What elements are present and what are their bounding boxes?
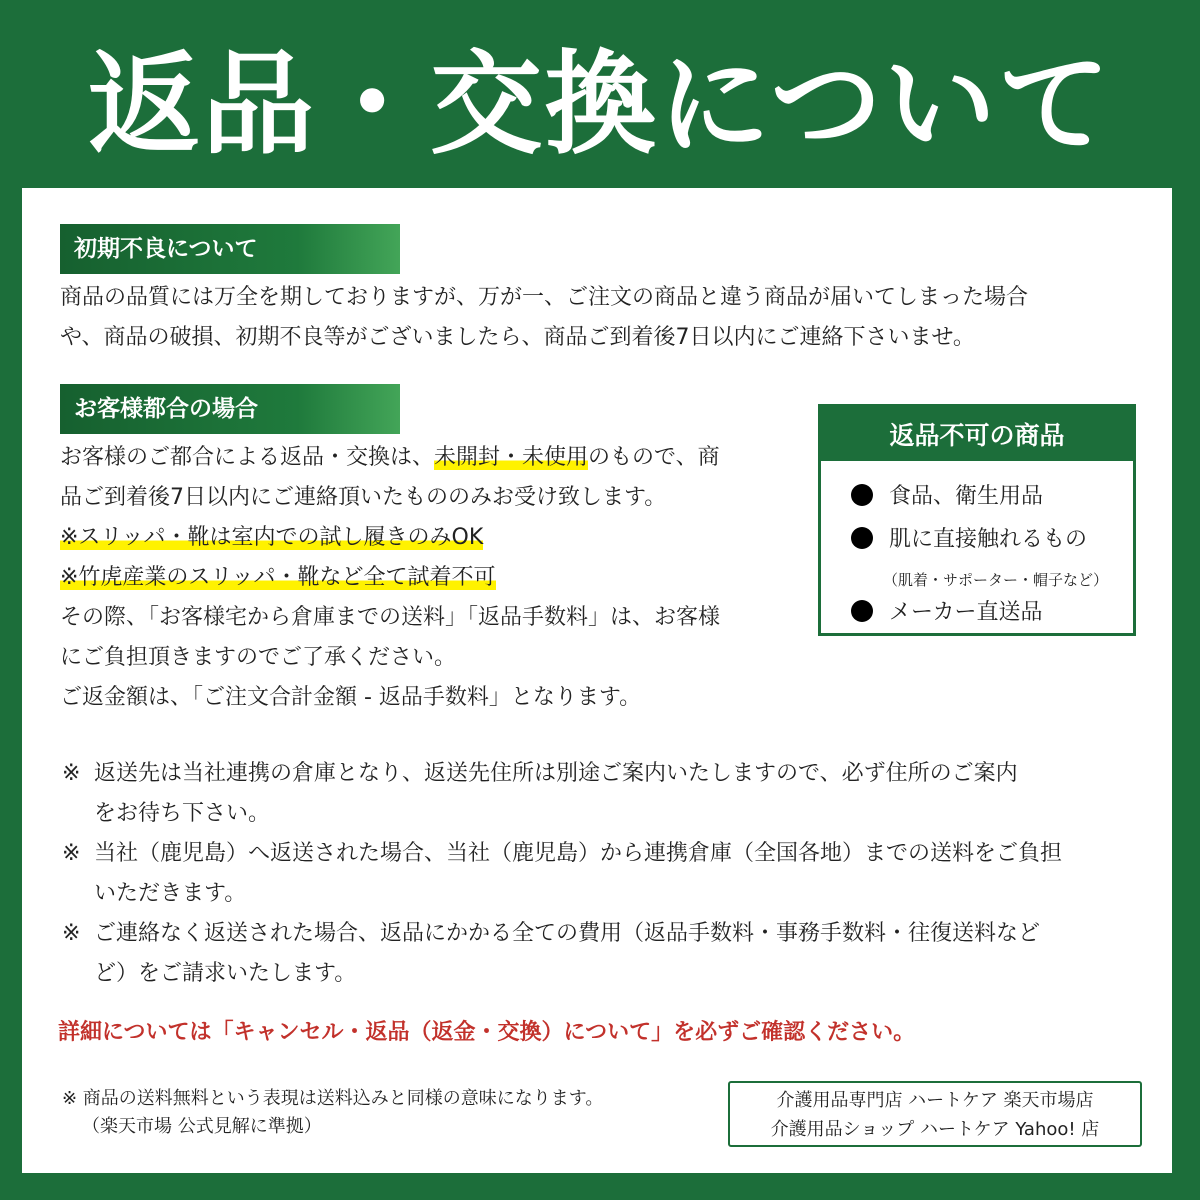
customer-reason-line-1-a: お客様のご都合による返品・交換は、 [60, 445, 435, 470]
page-title: 返品・交換について [88, 39, 1112, 170]
unopened-unused-highlight: 未開封・未使用 [434, 445, 589, 470]
note-2-text: 当社（鹿児島）へ返送された場合、当社（鹿児島）から連携倉庫（全国各地）までの送料をご負担 [94, 841, 1063, 866]
customer-reason-line-1-b: のもので、商 [588, 445, 720, 470]
customer-reason-line-4: にご負担頂きますのでご了承ください。 [60, 645, 457, 670]
shipping-footnote-line-2: （楽天市場 公式見解に準拠） [82, 1116, 322, 1137]
note-3 [62, 914, 1040, 954]
note-1-cont: をお待ち下さい。 [94, 801, 271, 826]
slipper-note-2-text: ※竹虎産業のスリッパ・靴など全て試着不可 [60, 565, 496, 590]
non-returnable-item [851, 522, 1087, 553]
note-2-cont: いただきます。 [94, 881, 247, 906]
content-panel [22, 188, 1172, 1173]
non-returnable-item-label: 食品、衛生用品 [889, 484, 1044, 509]
shipping-footnote [62, 1085, 603, 1141]
note-mark: ※ [62, 841, 81, 866]
bullet-icon [851, 527, 873, 549]
note-mark: ※ [62, 921, 81, 946]
note-3-cont: ど）をご請求いたします。 [94, 961, 357, 986]
initial-defect-line-2: や、商品の破損、初期不良等がございましたら、商品ご到着後7日以内にご連絡下さいませ。 [60, 325, 975, 350]
slipper-note-2 [60, 558, 496, 598]
non-returnable-item-label: 肌に直接触れるもの [889, 527, 1088, 552]
note-2 [62, 834, 1062, 874]
non-returnable-heading: 返品不可の商品 [821, 407, 1133, 461]
initial-defect-line-1: 商品の品質には万全を期しておりますが、万が一、ご注文の商品と違う商品が届いてしまった場合 [60, 285, 1029, 310]
section-heading-initial-defect: 初期不良について [60, 224, 400, 274]
shipping-footnote-line-1: ※ 商品の送料無料という表現は送料込みと同様の意味になります。 [62, 1088, 604, 1109]
confirm-details-notice: 詳細については「キャンセル・返品（返金・交換）について」を必ずご確認ください。 [58, 1020, 916, 1045]
customer-reason-line-5: ご返金額は、「ご注文合計金額 - 返品手数料」となります。 [60, 685, 642, 710]
note-3-text: ご連絡なく返送された場合、返品にかかる全ての費用（返品手数料・事務手数料・往復送料など [94, 921, 1041, 946]
customer-reason-line-1 [60, 438, 720, 478]
non-returnable-box [818, 404, 1136, 636]
slipper-note-1 [60, 518, 483, 558]
bullet-icon [851, 484, 873, 506]
customer-reason-line-3: その際、「お客様宅から倉庫までの送料」「返品手数料」は、お客様 [60, 605, 721, 630]
shop-names-box [728, 1081, 1142, 1147]
note-1 [62, 754, 1018, 794]
non-returnable-item [851, 595, 1043, 626]
note-1-text: 返送先は当社連携の倉庫となり、返送先住所は別途ご案内いたしますので、必ず住所のご案内 [94, 761, 1018, 786]
non-returnable-item-label: メーカー直送品 [889, 600, 1043, 625]
note-mark: ※ [62, 761, 81, 786]
customer-reason-line-2: 品ご到着後7日以内にご連絡頂いたもののみお受け致します。 [60, 485, 667, 510]
non-returnable-item [851, 479, 1043, 510]
bullet-icon [851, 600, 873, 622]
slipper-note-1-text: ※スリッパ・靴は室内での試し履きのみOK [60, 525, 484, 550]
non-returnable-subnote: （肌着・サポーター・帽子など） [883, 571, 1109, 589]
shop-name-rakuten: 介護用品専門店 ハートケア 楽天市場店 [776, 1090, 1094, 1111]
shop-name-yahoo: 介護用品ショップ ハートケア Yahoo! 店 [770, 1119, 1100, 1140]
section-heading-customer-reason: お客様都合の場合 [60, 384, 400, 434]
